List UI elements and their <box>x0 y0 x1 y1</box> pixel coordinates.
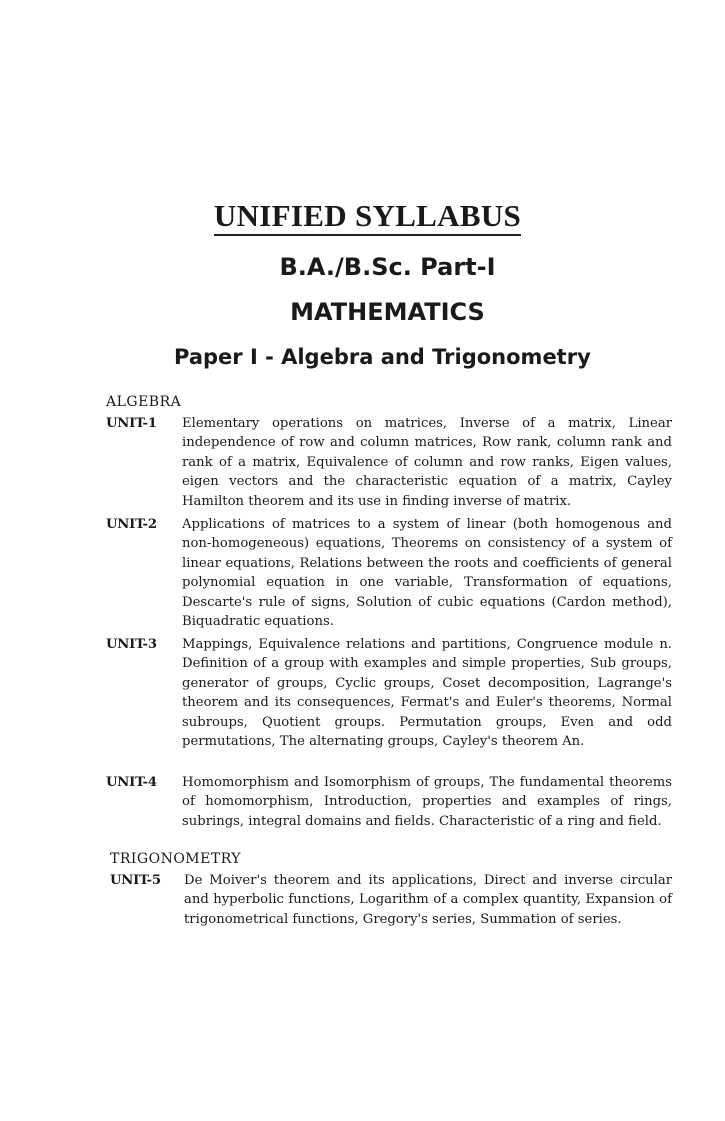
unit-label: UNIT-1 <box>106 416 157 431</box>
main-title-text: UNIFIED SYLLABUS <box>214 198 521 236</box>
unit-text: Applications of matrices to a system of linear (both homogenous and non-homogeneous) equations, Theorems on consistency of a system of linear equations, Relations between the roots and coefficients of general polynomial equation in one variable, Transformation of equations, Descarte's rule of signs, Solution of cubic equations (Cardon method), Biquadratic equations. <box>182 517 672 630</box>
unit-text: De Moiver's theorem and its applications, Direct and inverse circular and hyperbolic functions, Logarithm of a complex quantity, Expansion of trigonometrical functions, Gregory's series, Summation of series. <box>184 873 672 927</box>
main-title <box>0 198 725 234</box>
unit-text: Mappings, Equivalence relations and partitions, Congruence module n. Definition of a group with examples and simple properties, Sub groups, generator of groups, Cyclic groups, Coset decomposition, Lagrange's theorem and its consequences, Fermat's and Euler's theorems, Normal subroups, Quotient groups. Permutation groups, Even and odd permutations, The alternating groups, Cayley's theorem An. <box>182 637 672 750</box>
section-heading-trigonometry: TRIGONOMETRY <box>110 851 242 867</box>
unit-5 <box>110 871 672 929</box>
unit-label: UNIT-3 <box>106 637 157 652</box>
section-heading-algebra: ALGEBRA <box>106 394 182 410</box>
subject-title: MATHEMATICS <box>290 298 485 326</box>
course-title: B.A./B.Sc. Part-I <box>279 253 496 281</box>
unit-1 <box>106 414 672 511</box>
unit-text: Homomorphism and Isomorphism of groups, The fundamental theorems of homomorphism, Introduction, properties and examples of rings, subrings, integral domains and fields. Characteristic of a ring and field. <box>182 775 672 829</box>
unit-3 <box>106 635 672 751</box>
unit-label: UNIT-2 <box>106 517 157 532</box>
paper-title: Paper I - Algebra and Trigonometry <box>174 345 591 369</box>
unit-text: Elementary operations on matrices, Inverse of a matrix, Linear independence of row and column matrices, Row rank, column rank and rank of a matrix, Equivalence of column and row ranks, Eigen values, eigen vectors and the characteristic equation of a matrix, Cayley Hamilton theorem and its use in finding inverse of matrix. <box>182 416 672 509</box>
unit-4 <box>106 773 672 831</box>
unit-label: UNIT-5 <box>110 873 161 888</box>
unit-2 <box>106 515 672 631</box>
unit-label: UNIT-4 <box>106 775 157 790</box>
